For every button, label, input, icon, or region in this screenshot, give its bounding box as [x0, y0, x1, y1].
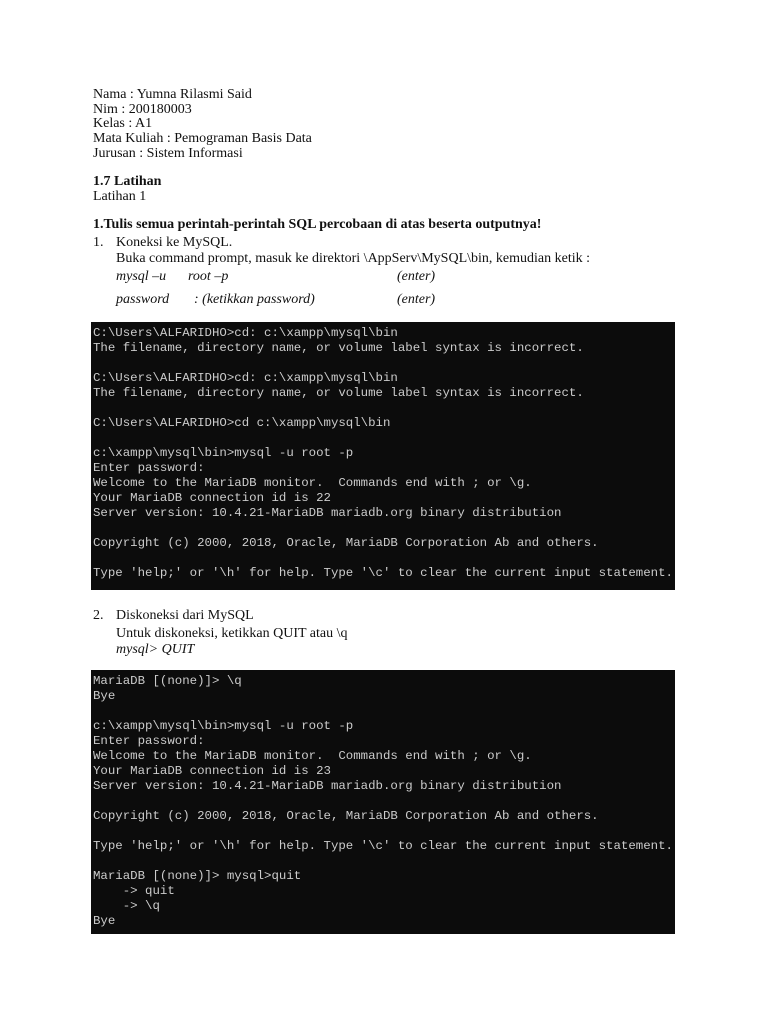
terminal-screenshot-disconnect	[91, 670, 675, 934]
step1-command-root: root –p	[188, 269, 229, 284]
terminal-line: c:\xampp\mysql\bin>mysql -u root -p	[93, 446, 354, 460]
major-name: Jurusan : Sistem Informasi	[93, 146, 243, 161]
section-subtitle: Latihan 1	[93, 189, 147, 204]
terminal-line	[93, 551, 675, 566]
step1-command-enter: (enter)	[397, 269, 436, 284]
student-class: Kelas : A1	[93, 116, 153, 131]
terminal-line	[93, 794, 675, 809]
terminal-line: Bye	[93, 914, 116, 928]
terminal-line: Server version: 10.4.21-MariaDB mariadb.org binary distribution	[93, 506, 562, 520]
student-nim: Nim : 200180003	[93, 102, 192, 117]
terminal-line: Copyright (c) 2000, 2018, Oracle, MariaDB Corporation Ab and others.	[93, 809, 599, 823]
terminal-line: C:\Users\ALFARIDHO>cd: c:\xampp\mysql\bin	[93, 371, 398, 385]
terminal-line: Welcome to the MariaDB monitor. Commands end with ; or \g.	[93, 749, 532, 763]
step1-description: Buka command prompt, masuk ke direktori \AppServ\MySQL\bin, kemudian ketik :	[116, 251, 590, 266]
terminal-line: Your MariaDB connection id is 22	[93, 491, 331, 505]
step1-command-mysql: mysql –u	[116, 269, 167, 284]
terminal-screenshot-connect	[91, 322, 675, 590]
terminal-line: -> \q	[93, 899, 160, 913]
step1-password-hint: : (ketikkan password)	[194, 292, 315, 307]
question-text: 1.Tulis semua perintah-perintah SQL percobaan di atas beserta outputnya!	[93, 217, 542, 232]
terminal-line: C:\Users\ALFARIDHO>cd: c:\xampp\mysql\bin	[93, 326, 398, 340]
step1-password-enter: (enter)	[397, 292, 436, 307]
step1-title: Koneksi ke MySQL.	[116, 235, 233, 250]
terminal-line: The filename, directory name, or volume label syntax is incorrect.	[93, 386, 584, 400]
step1-password-label: password	[116, 292, 170, 307]
terminal-line: Type 'help;' or '\h' for help. Type '\c' to clear the current input statement.	[93, 839, 673, 853]
terminal-line: The filename, directory name, or volume label syntax is incorrect.	[93, 341, 584, 355]
terminal-line: Enter password:	[93, 734, 205, 748]
terminal-line	[93, 521, 675, 536]
terminal-line	[93, 356, 675, 371]
terminal-line: Copyright (c) 2000, 2018, Oracle, MariaDB Corporation Ab and others.	[93, 536, 599, 550]
terminal-line: -> quit	[93, 884, 175, 898]
terminal-line	[93, 401, 675, 416]
step2-number: 2.	[93, 608, 104, 623]
terminal-line: Server version: 10.4.21-MariaDB mariadb.org binary distribution	[93, 779, 562, 793]
course-name: Mata Kuliah : Pemograman Basis Data	[93, 131, 312, 146]
terminal-line	[93, 431, 675, 446]
step2-command: mysql> QUIT	[116, 642, 195, 657]
terminal-line: MariaDB [(none)]> mysql>quit	[93, 869, 302, 883]
step2-description: Untuk diskoneksi, ketikkan QUIT atau \q	[116, 626, 348, 641]
section-title: 1.7 Latihan	[93, 174, 162, 189]
terminal-line: Welcome to the MariaDB monitor. Commands end with ; or \g.	[93, 476, 532, 490]
step1-number: 1.	[93, 235, 104, 250]
terminal-line	[93, 824, 675, 839]
terminal-line: Type 'help;' or '\h' for help. Type '\c' to clear the current input statement.	[93, 566, 673, 580]
step2-title: Diskoneksi dari MySQL	[116, 608, 254, 623]
terminal-line	[93, 854, 675, 869]
terminal-line: C:\Users\ALFARIDHO>cd c:\xampp\mysql\bin	[93, 416, 391, 430]
terminal-line: MariaDB [(none)]> \q	[93, 674, 242, 688]
terminal-line	[93, 704, 675, 719]
terminal-line: c:\xampp\mysql\bin>mysql -u root -p	[93, 719, 354, 733]
terminal-line: Enter password:	[93, 461, 205, 475]
terminal-line: Bye	[93, 689, 116, 703]
terminal-line: Your MariaDB connection id is 23	[93, 764, 331, 778]
student-name: Nama : Yumna Rilasmi Said	[93, 87, 252, 102]
